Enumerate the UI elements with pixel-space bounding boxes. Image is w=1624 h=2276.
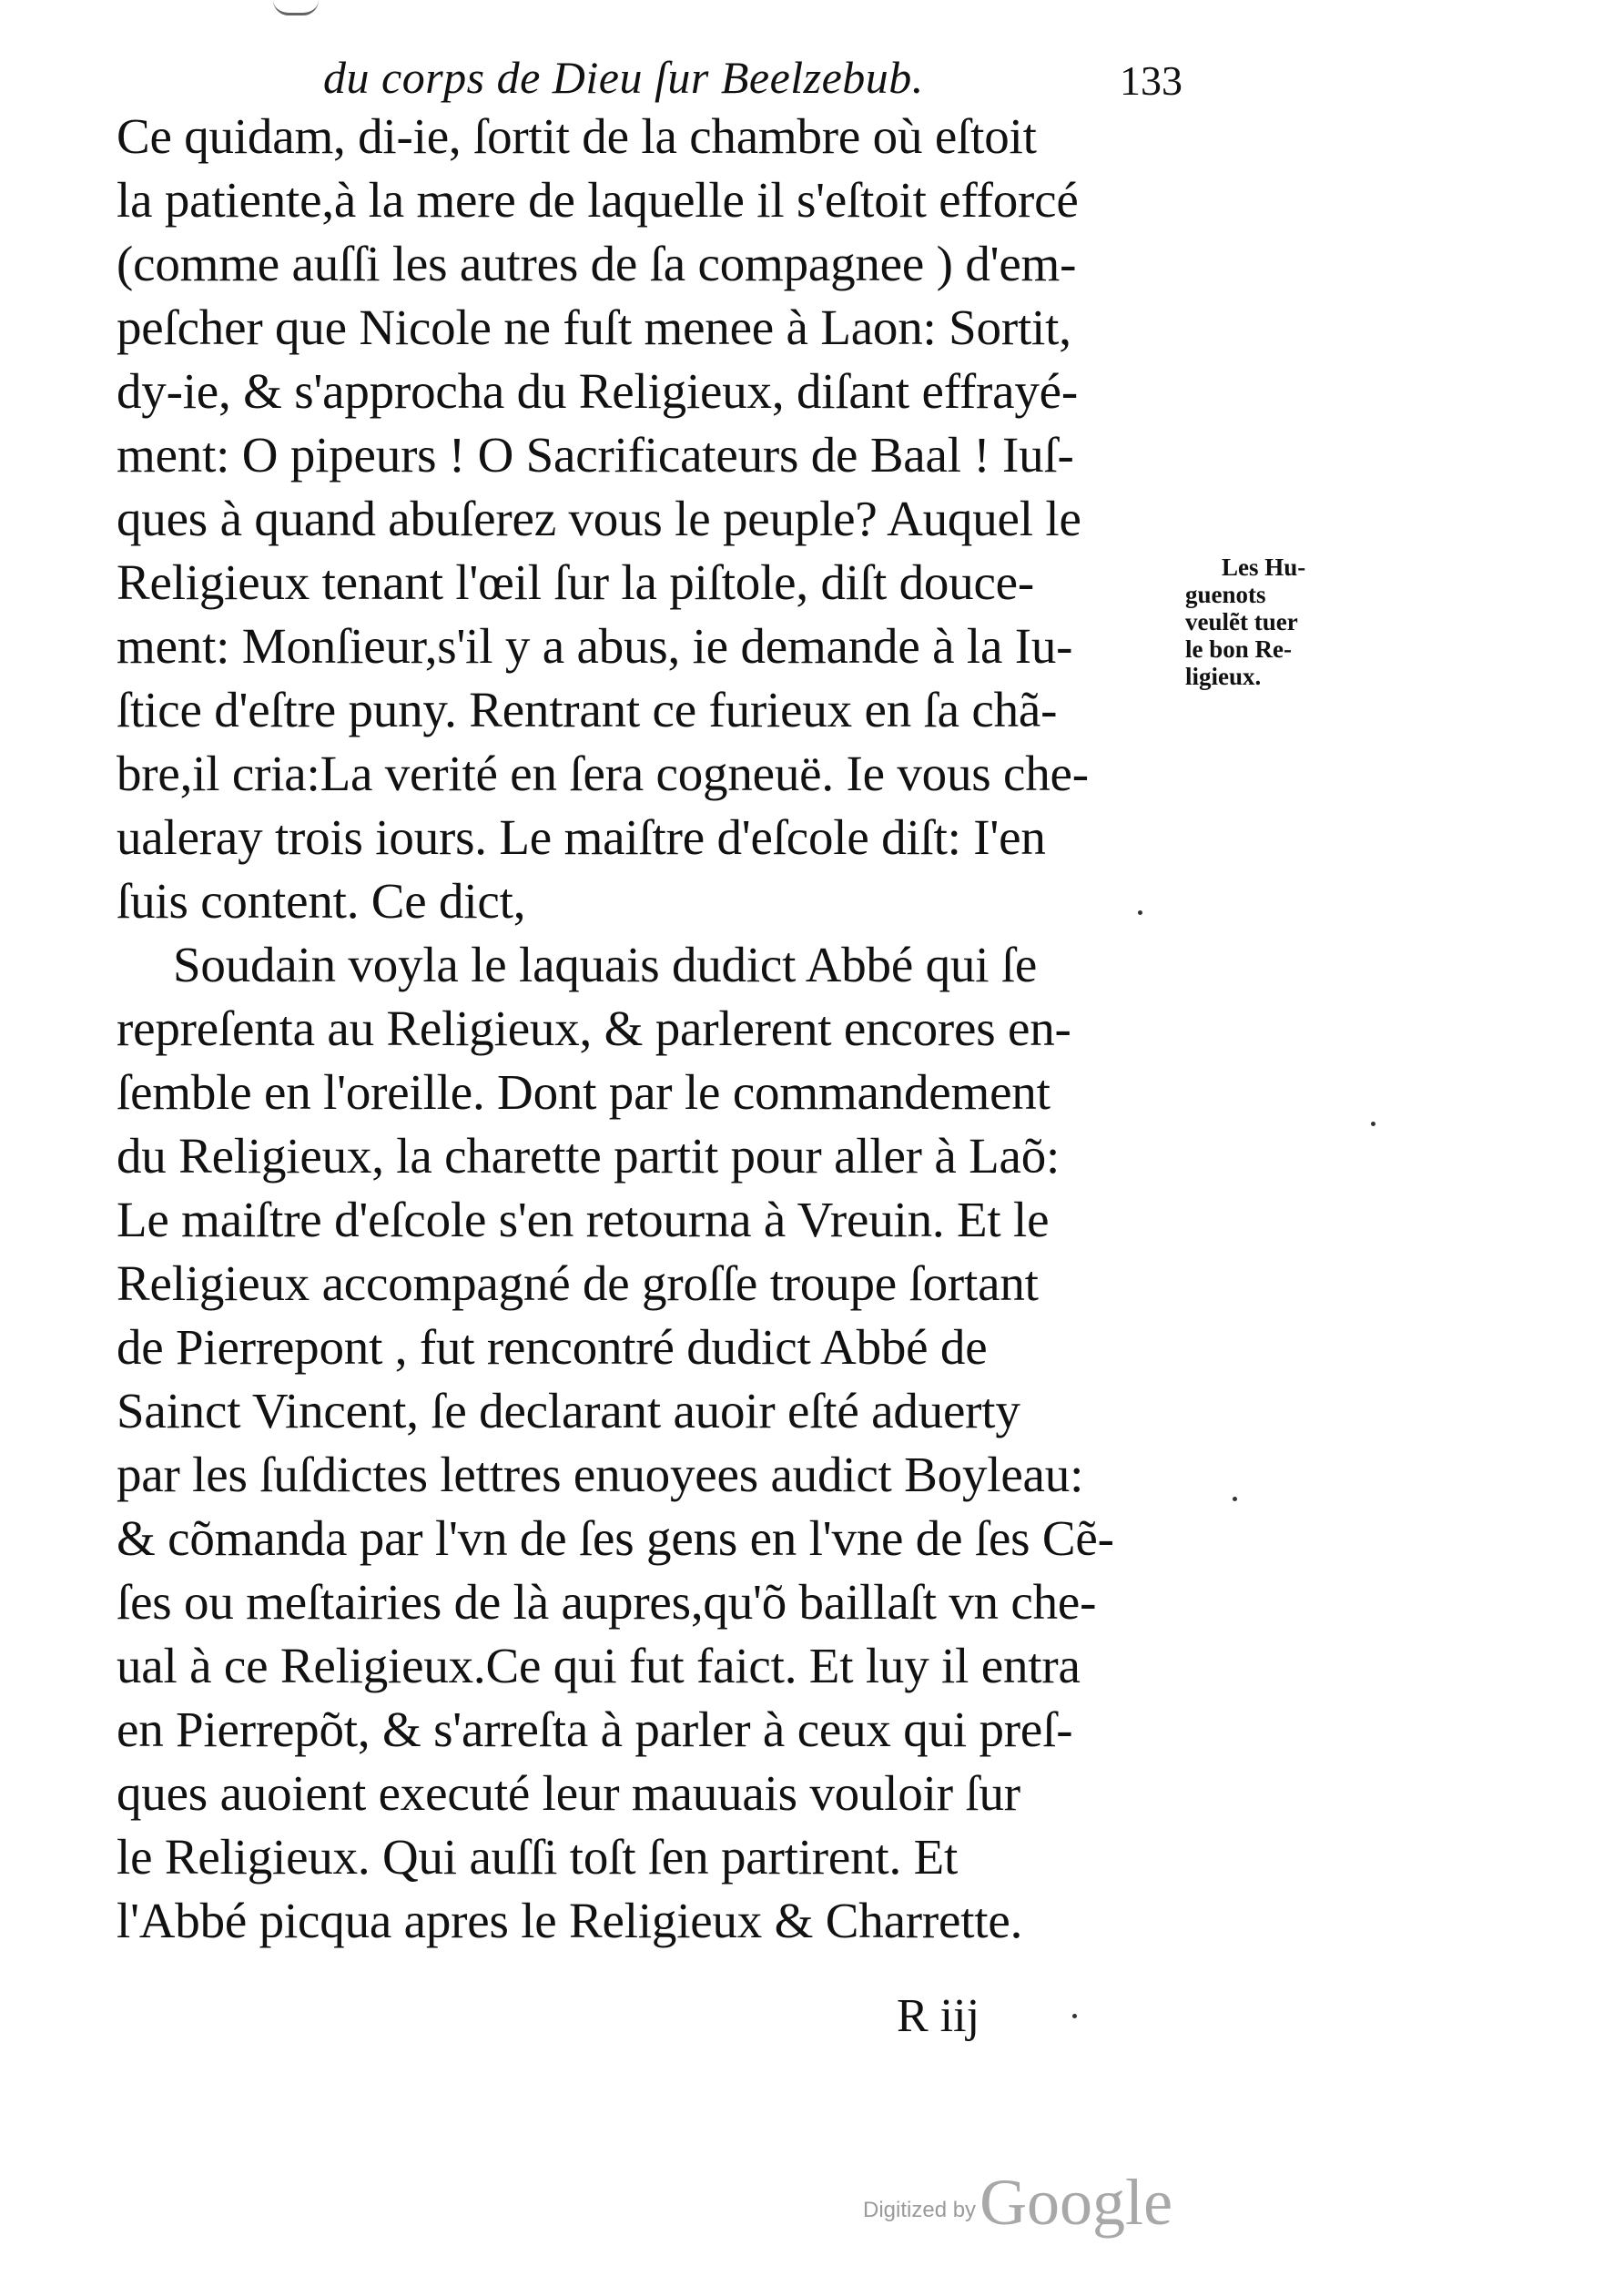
text-line: du Religieux, la charette partit pour aller à Laõ: [117, 1128, 1061, 1184]
page-edge-mark [273, 0, 319, 15]
digitization-watermark [863, 2165, 1172, 2240]
text-line: par les ſuſdictes lettres enuoyees audict Boyleau: [117, 1447, 1084, 1502]
marginal-line: Les Hu- [1222, 554, 1306, 581]
text-line: Ce quidam, di-ie, ſortit de la chambre où eſtoit [117, 108, 1037, 164]
watermark-prefix: Digitized by [863, 2198, 977, 2222]
paragraph-start: Soudain voyla le laquais dudict Abbé qui ſe [173, 937, 1038, 992]
text-line: l'Abbé picqua apres le Religieux & Charrette. [117, 1893, 1023, 1948]
ink-speck [1138, 910, 1142, 915]
text-line: Religieux tenant l'œil ſur la piſtole, diſt douce- [117, 554, 1035, 610]
signature-mark: R iij [897, 1990, 980, 2042]
text-line: la patiente,à la mere de laquelle il s'eſtoit efforcé [117, 172, 1079, 228]
text-line: (comme auſſi les autres de ſa compagnee ) d'em- [117, 236, 1077, 291]
text-line: ſes ou meſtairies de là aupres,qu'õ baillaſt vn che- [117, 1574, 1097, 1630]
marginal-line: ligieux. [1185, 663, 1262, 690]
running-head: du corps de Dieu ſur Beelzebub. [323, 52, 924, 103]
text-line: ual à ce Religieux.Ce qui fut faict. Et luy il entra [117, 1638, 1081, 1693]
text-line: ſtice d'eſtre puny. Rentrant ce furieux en ſa chã- [117, 682, 1058, 737]
text-line: ualeray trois iours. Le maiſtre d'eſcole diſt: I'en [117, 809, 1046, 865]
text-line: ment: O pipeurs ! O Sacrificateurs de Baal ! Iuſ- [117, 427, 1074, 483]
marginal-line: guenots [1185, 581, 1266, 608]
page-number: 133 [1120, 57, 1182, 104]
text-line: ques à quand abuſerez vous le peuple? Auquel le [117, 491, 1081, 546]
text-line: repreſenta au Religieux, & parlerent encores en- [117, 1001, 1071, 1056]
text-line: ment: Monſieur,s'il y a abus, ie demande à la Iu- [117, 618, 1073, 674]
text-line: & cõmanda par l'vn de ſes gens en l'vne de ſes Cẽ- [117, 1510, 1114, 1566]
text-line: Sainct Vincent, ſe declarant auoir eſté aduerty [117, 1383, 1020, 1438]
marginal-note [1185, 0, 1367, 690]
text-line: dy-ie, & s'approcha du Religieux, diſant effrayé- [117, 363, 1078, 419]
ink-speck [1233, 1497, 1237, 1501]
text-line: Religieux accompagné de groſſe troupe ſortant [117, 1255, 1039, 1311]
ink-speck [1072, 2014, 1077, 2018]
text-line: ques auoient executé leur mauuais vouloir ſur [117, 1765, 1020, 1821]
ink-speck [1371, 1122, 1375, 1126]
text-line: ſuis content. Ce dict, [117, 873, 526, 929]
marginal-line: le bon Re- [1185, 635, 1292, 663]
text-line: ſemble en l'oreille. Dont par le commandement [117, 1064, 1051, 1120]
text-line: en Pierrepõt, & s'arreſta à parler à ceux qui preſ- [117, 1702, 1073, 1757]
text-line: peſcher que Nicole ne fuſt menee à Laon: Sortit, [117, 300, 1071, 355]
text-line: de Pierrepont , fut rencontré dudict Abbé de [117, 1319, 988, 1375]
text-line: bre,il cria:La verité en ſera cogneuë. Ie vous che- [117, 746, 1089, 801]
text-line: le Religieux. Qui auſſi toſt ſen partirent. Et [117, 1829, 959, 1885]
text-line: Le maiſtre d'eſcole s'en retourna à Vreuin. Et le [117, 1192, 1050, 1247]
marginal-line: veulẽt tuer [1185, 608, 1298, 635]
google-logo: Google [979, 2166, 1173, 2239]
